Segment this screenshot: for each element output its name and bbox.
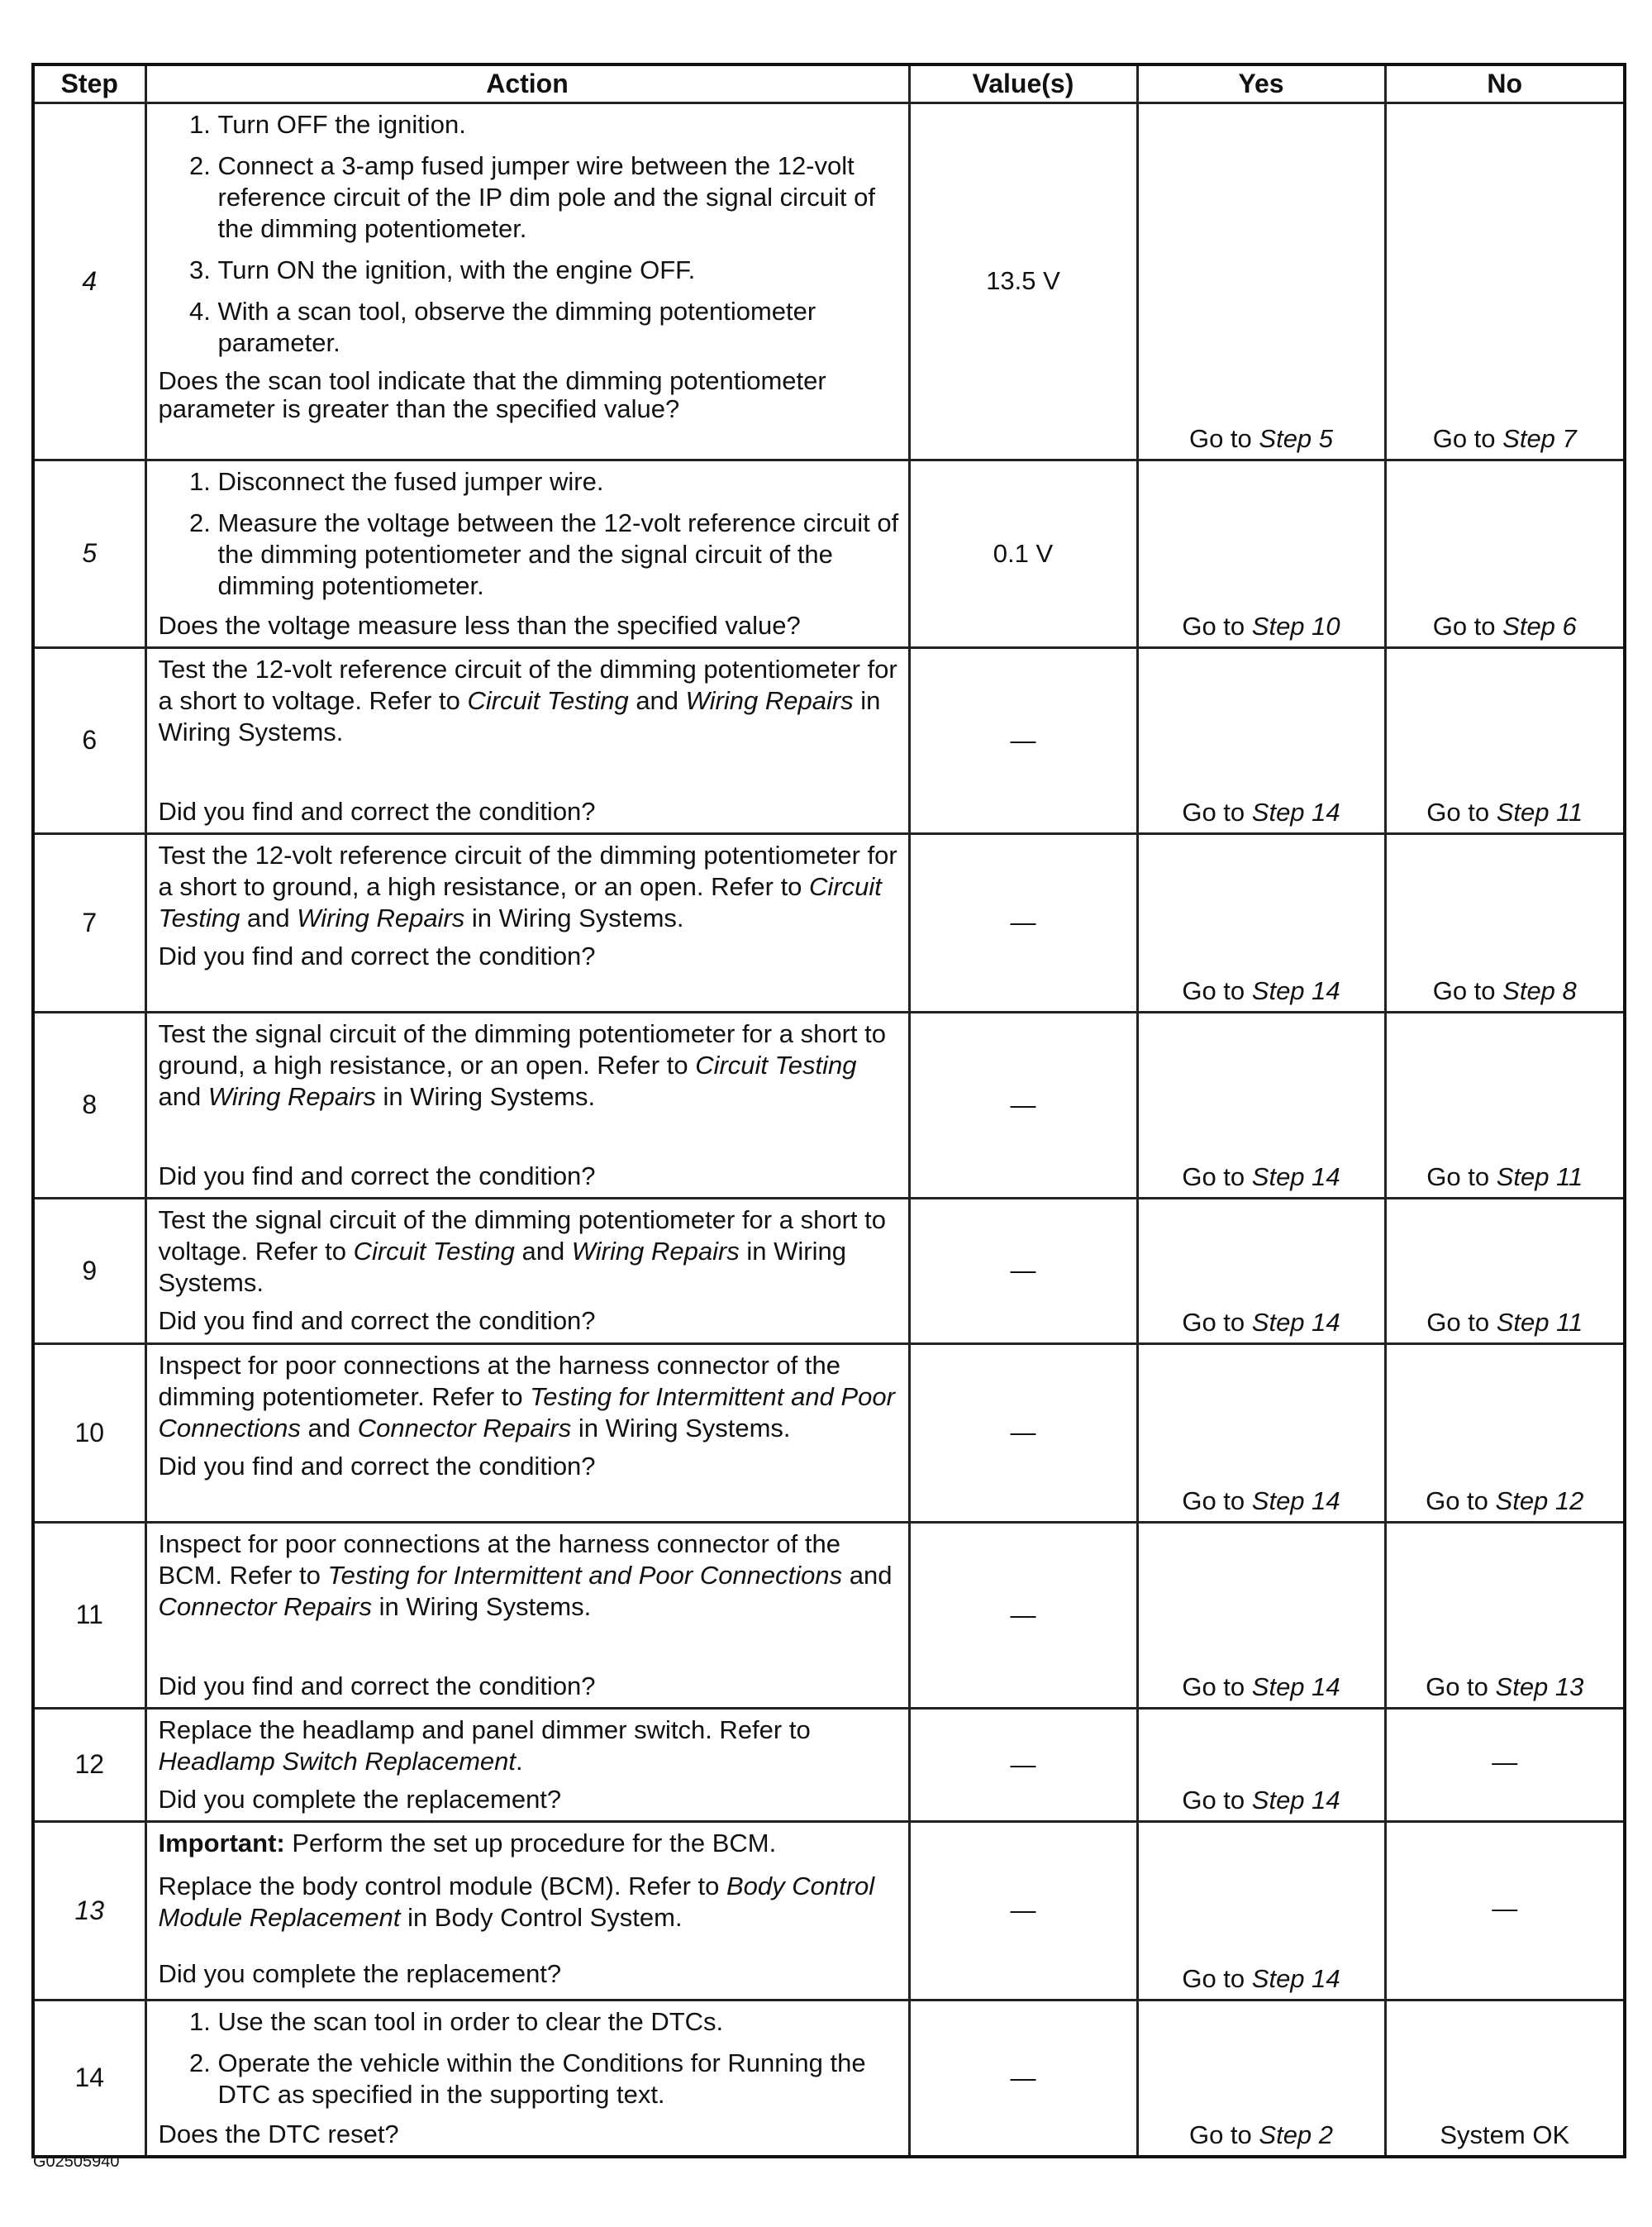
header-yes: Yes	[1137, 64, 1385, 103]
go-to-label: Go to	[1188, 423, 1252, 453]
step-number: 4	[33, 103, 145, 460]
action-text	[159, 1018, 900, 1113]
no-target: Step 7	[1502, 423, 1577, 453]
no-cell	[1385, 103, 1625, 460]
action-question: Did you find and correct the condition?	[158, 1161, 596, 1190]
action-text-part: and	[158, 1081, 208, 1111]
no-cell	[1385, 1343, 1625, 1522]
go-to-label: Go to	[1432, 611, 1496, 641]
action-text-part: in Wiring Systems.	[571, 1413, 791, 1443]
reference-link: Wiring Repairs	[297, 903, 465, 932]
reference-link: Testing for Intermittent and Poor Connections	[327, 1560, 843, 1590]
reference-link: Connector Repairs	[158, 1591, 372, 1621]
header-step: Step	[33, 64, 145, 103]
no-cell	[1385, 460, 1625, 647]
no-cell	[1385, 1522, 1625, 1708]
action-steps	[159, 2006, 900, 2110]
important-text: Perform the set up procedure for the BCM.	[284, 1828, 777, 1857]
action-question: Did you find and correct the condition?	[158, 1305, 596, 1335]
action-text-part: Replace the headlamp and panel dimmer switch. Refer to	[158, 1714, 811, 1744]
yes-cell	[1137, 1821, 1385, 2000]
action-text	[159, 1871, 900, 1934]
no-cell: System OK	[1385, 2000, 1625, 2157]
yes-target: Step 14	[1251, 1307, 1340, 1337]
action-question: Did you find and correct the condition?	[158, 1671, 596, 1700]
yes-cell	[1137, 1343, 1385, 1522]
action-text-part: Test the signal circuit of the dimming potentiometer for a short to ground, a high resistance, or an open. Refer to	[158, 1018, 886, 1080]
no-cell: —	[1385, 1821, 1625, 2000]
step-number: 9	[33, 1198, 145, 1343]
action-text-part: in Wiring Systems.	[158, 685, 881, 746]
action-step: 1. Turn OFF the ignition.	[218, 109, 900, 141]
action-steps	[159, 109, 900, 359]
table-row	[33, 460, 1625, 647]
action-text-part: in Body Control System.	[400, 1902, 683, 1932]
no-cell	[1385, 647, 1625, 833]
yes-cell	[1137, 833, 1385, 1012]
action-text-part: in Wiring Systems.	[375, 1081, 596, 1111]
yes-target: Step 2	[1259, 2120, 1334, 2149]
step-number: 11	[33, 1522, 145, 1708]
reference-link: Headlamp Switch Replacement	[158, 1746, 516, 1776]
action-text	[159, 1528, 900, 1623]
action-text	[159, 654, 900, 748]
action-text-part: Test the 12-volt reference circuit of the dimming potentiometer for a short to ground, a high resistance, or an open. Refer to	[158, 840, 897, 901]
important-note	[159, 1828, 900, 1859]
action-step: 1. Use the scan tool in order to clear the DTCs.	[218, 2006, 900, 2038]
action-text	[159, 1204, 900, 1299]
value-cell: —	[909, 2000, 1137, 2157]
action-text-part: Inspect for poor connections at the harness connector of the dimming potentiometer. Refer to	[158, 1350, 840, 1411]
header-action: Action	[145, 64, 909, 103]
value-cell: —	[909, 1343, 1137, 1522]
no-target: Step 12	[1495, 1485, 1584, 1515]
table-row	[33, 1012, 1625, 1198]
reference-link: Testing for Intermittent and Poor Connections	[158, 1381, 895, 1443]
no-cell	[1385, 833, 1625, 1012]
action-cell	[145, 1821, 909, 2000]
action-question: Did you find and correct the condition?	[158, 941, 596, 970]
go-to-label: Go to	[1182, 1671, 1245, 1701]
reference-link: Circuit Testing	[158, 871, 882, 932]
action-text-part: Test the signal circuit of the dimming potentiometer for a short to voltage. Refer to	[158, 1204, 886, 1266]
go-to-label: Go to	[1182, 1307, 1245, 1337]
action-cell	[145, 647, 909, 833]
yes-target: Step 5	[1259, 423, 1334, 453]
action-text	[159, 840, 900, 934]
important-label: Important:	[158, 1828, 285, 1857]
go-to-label: Go to	[1182, 611, 1245, 641]
no-target: Step 11	[1496, 797, 1583, 827]
no-target: Step 11	[1496, 1161, 1583, 1191]
yes-target: Step 14	[1251, 1963, 1340, 1993]
action-question: Does the DTC reset?	[158, 2119, 399, 2148]
action-cell	[145, 2000, 909, 2157]
yes-target: Step 14	[1251, 1671, 1340, 1701]
yes-cell	[1137, 647, 1385, 833]
go-to-label: Go to	[1426, 1671, 1488, 1701]
reference-link: Circuit Testing	[467, 685, 629, 715]
action-step: 2. Operate the vehicle within the Conditions for Running the DTC as specified in the supporting text.	[218, 2048, 900, 2110]
table-row	[33, 1343, 1625, 1522]
action-text-part: and	[628, 685, 686, 715]
action-text-part: in Wiring Systems.	[464, 903, 684, 932]
go-to-label: Go to	[1182, 1485, 1245, 1515]
action-steps	[159, 466, 900, 602]
reference-link: Circuit Testing	[353, 1236, 515, 1266]
value-cell: —	[909, 647, 1137, 833]
action-cell	[145, 103, 909, 460]
action-question: Does the voltage measure less than the specified value?	[158, 610, 801, 640]
reference-link: Circuit Testing	[695, 1050, 857, 1080]
no-cell: —	[1385, 1708, 1625, 1821]
header-row	[33, 64, 1625, 103]
value-cell: —	[909, 1012, 1137, 1198]
yes-target: Step 14	[1251, 1485, 1340, 1515]
step-number: 13	[33, 1821, 145, 2000]
go-to-label: Go to	[1426, 1307, 1490, 1337]
no-target: Step 8	[1502, 975, 1577, 1005]
value-cell: —	[909, 1708, 1137, 1821]
reference-link: Wiring Repairs	[685, 685, 854, 715]
table-row	[33, 2000, 1625, 2157]
reference-link: Body Control Module Replacement	[158, 1871, 875, 1932]
table-row	[33, 833, 1625, 1012]
action-text-part: Inspect for poor connections at the harness connector of the BCM. Refer to	[158, 1528, 840, 1590]
table-row	[33, 103, 1625, 460]
yes-cell	[1137, 1708, 1385, 1821]
action-step: 4. With a scan tool, observe the dimming potentiometer parameter.	[218, 296, 900, 359]
no-cell	[1385, 1012, 1625, 1198]
action-cell	[145, 1012, 909, 1198]
yes-cell	[1137, 1198, 1385, 1343]
action-cell	[145, 460, 909, 647]
go-to-label: Go to	[1426, 1161, 1490, 1191]
table-row	[33, 1821, 1625, 2000]
action-text-part: in Wiring Systems.	[371, 1591, 592, 1621]
table-row	[33, 1708, 1625, 1821]
step-number: 6	[33, 647, 145, 833]
go-to-label: Go to	[1182, 1785, 1245, 1815]
value-cell: —	[909, 1522, 1137, 1708]
go-to-label: Go to	[1182, 1963, 1245, 1993]
go-to-label: Go to	[1432, 423, 1496, 453]
step-number: 7	[33, 833, 145, 1012]
no-cell	[1385, 1198, 1625, 1343]
value-cell: —	[909, 1198, 1137, 1343]
action-cell	[145, 833, 909, 1012]
action-step: 1. Disconnect the fused jumper wire.	[218, 466, 900, 498]
no-target: Step 11	[1496, 1307, 1583, 1337]
figure-code: G02505940	[33, 2153, 120, 2171]
reference-link: Connector Repairs	[357, 1413, 572, 1443]
yes-target: Step 14	[1251, 1161, 1340, 1191]
yes-cell	[1137, 103, 1385, 460]
action-question: Did you complete the replacement?	[158, 1958, 562, 1988]
action-text-part: in Wiring Systems.	[158, 1236, 846, 1297]
action-question: Did you complete the replacement?	[158, 1784, 562, 1814]
yes-cell	[1137, 1012, 1385, 1198]
header-values: Value(s)	[909, 64, 1137, 103]
reference-link: Wiring Repairs	[571, 1236, 740, 1266]
table-row	[33, 647, 1625, 833]
action-cell	[145, 1708, 909, 1821]
yes-target: Step 10	[1251, 611, 1340, 641]
action-step: 2. Connect a 3-amp fused jumper wire between the 12-volt reference circuit of the IP dim pole and the signal circuit of the dimming potentiometer.	[218, 150, 900, 245]
action-step: 3. Turn ON the ignition, with the engine OFF.	[218, 255, 900, 286]
action-question: Did you find and correct the condition?	[158, 796, 596, 826]
go-to-label: Go to	[1182, 797, 1245, 827]
value-cell: —	[909, 833, 1137, 1012]
action-text	[159, 1714, 900, 1777]
action-text-part: Replace the body control module (BCM). Refer to	[158, 1871, 726, 1900]
yes-cell	[1137, 460, 1385, 647]
action-cell	[145, 1522, 909, 1708]
no-target: Step 6	[1502, 611, 1577, 641]
value-cell: —	[909, 1821, 1137, 2000]
yes-target: Step 14	[1251, 797, 1340, 827]
yes-target: Step 14	[1251, 975, 1340, 1005]
action-text-part: and	[240, 903, 298, 932]
action-text-part: Test the 12-volt reference circuit of the dimming potentiometer for a short to voltage. Refer to	[158, 654, 897, 715]
reference-link: Wiring Repairs	[207, 1081, 376, 1111]
step-number: 12	[33, 1708, 145, 1821]
go-to-label: Go to	[1426, 1485, 1488, 1515]
table-row	[33, 1522, 1625, 1708]
diagnostic-table	[31, 63, 1626, 2158]
action-cell	[145, 1343, 909, 1522]
action-text-part: and	[842, 1560, 893, 1590]
table-row	[33, 1198, 1625, 1343]
action-question: Did you find and correct the condition?	[158, 1451, 596, 1481]
action-step: 2. Measure the voltage between the 12-volt reference circuit of the dimming potentiometer and the signal circuit of the dimming potentiometer.	[218, 508, 900, 602]
action-text-part: and	[514, 1236, 572, 1266]
no-target: Step 13	[1495, 1671, 1584, 1701]
go-to-label: Go to	[1182, 1161, 1245, 1191]
yes-cell	[1137, 2000, 1385, 2157]
action-question: Does the scan tool indicate that the dimming potentiometer parameter is greater than the specified value?	[158, 365, 826, 423]
step-number: 8	[33, 1012, 145, 1198]
go-to-label: Go to	[1432, 975, 1496, 1005]
action-text-part: .	[516, 1746, 523, 1776]
step-number: 14	[33, 2000, 145, 2157]
action-text-part: and	[300, 1413, 358, 1443]
yes-cell	[1137, 1522, 1385, 1708]
go-to-label: Go to	[1426, 797, 1490, 827]
step-number: 5	[33, 460, 145, 647]
step-number: 10	[33, 1343, 145, 1522]
go-to-label: Go to	[1182, 975, 1245, 1005]
yes-target: Step 14	[1251, 1785, 1340, 1815]
value-cell: 13.5 V	[909, 103, 1137, 460]
go-to-label: Go to	[1188, 2120, 1252, 2149]
action-text	[159, 1350, 900, 1444]
header-no: No	[1385, 64, 1625, 103]
action-cell	[145, 1198, 909, 1343]
value-cell: 0.1 V	[909, 460, 1137, 647]
